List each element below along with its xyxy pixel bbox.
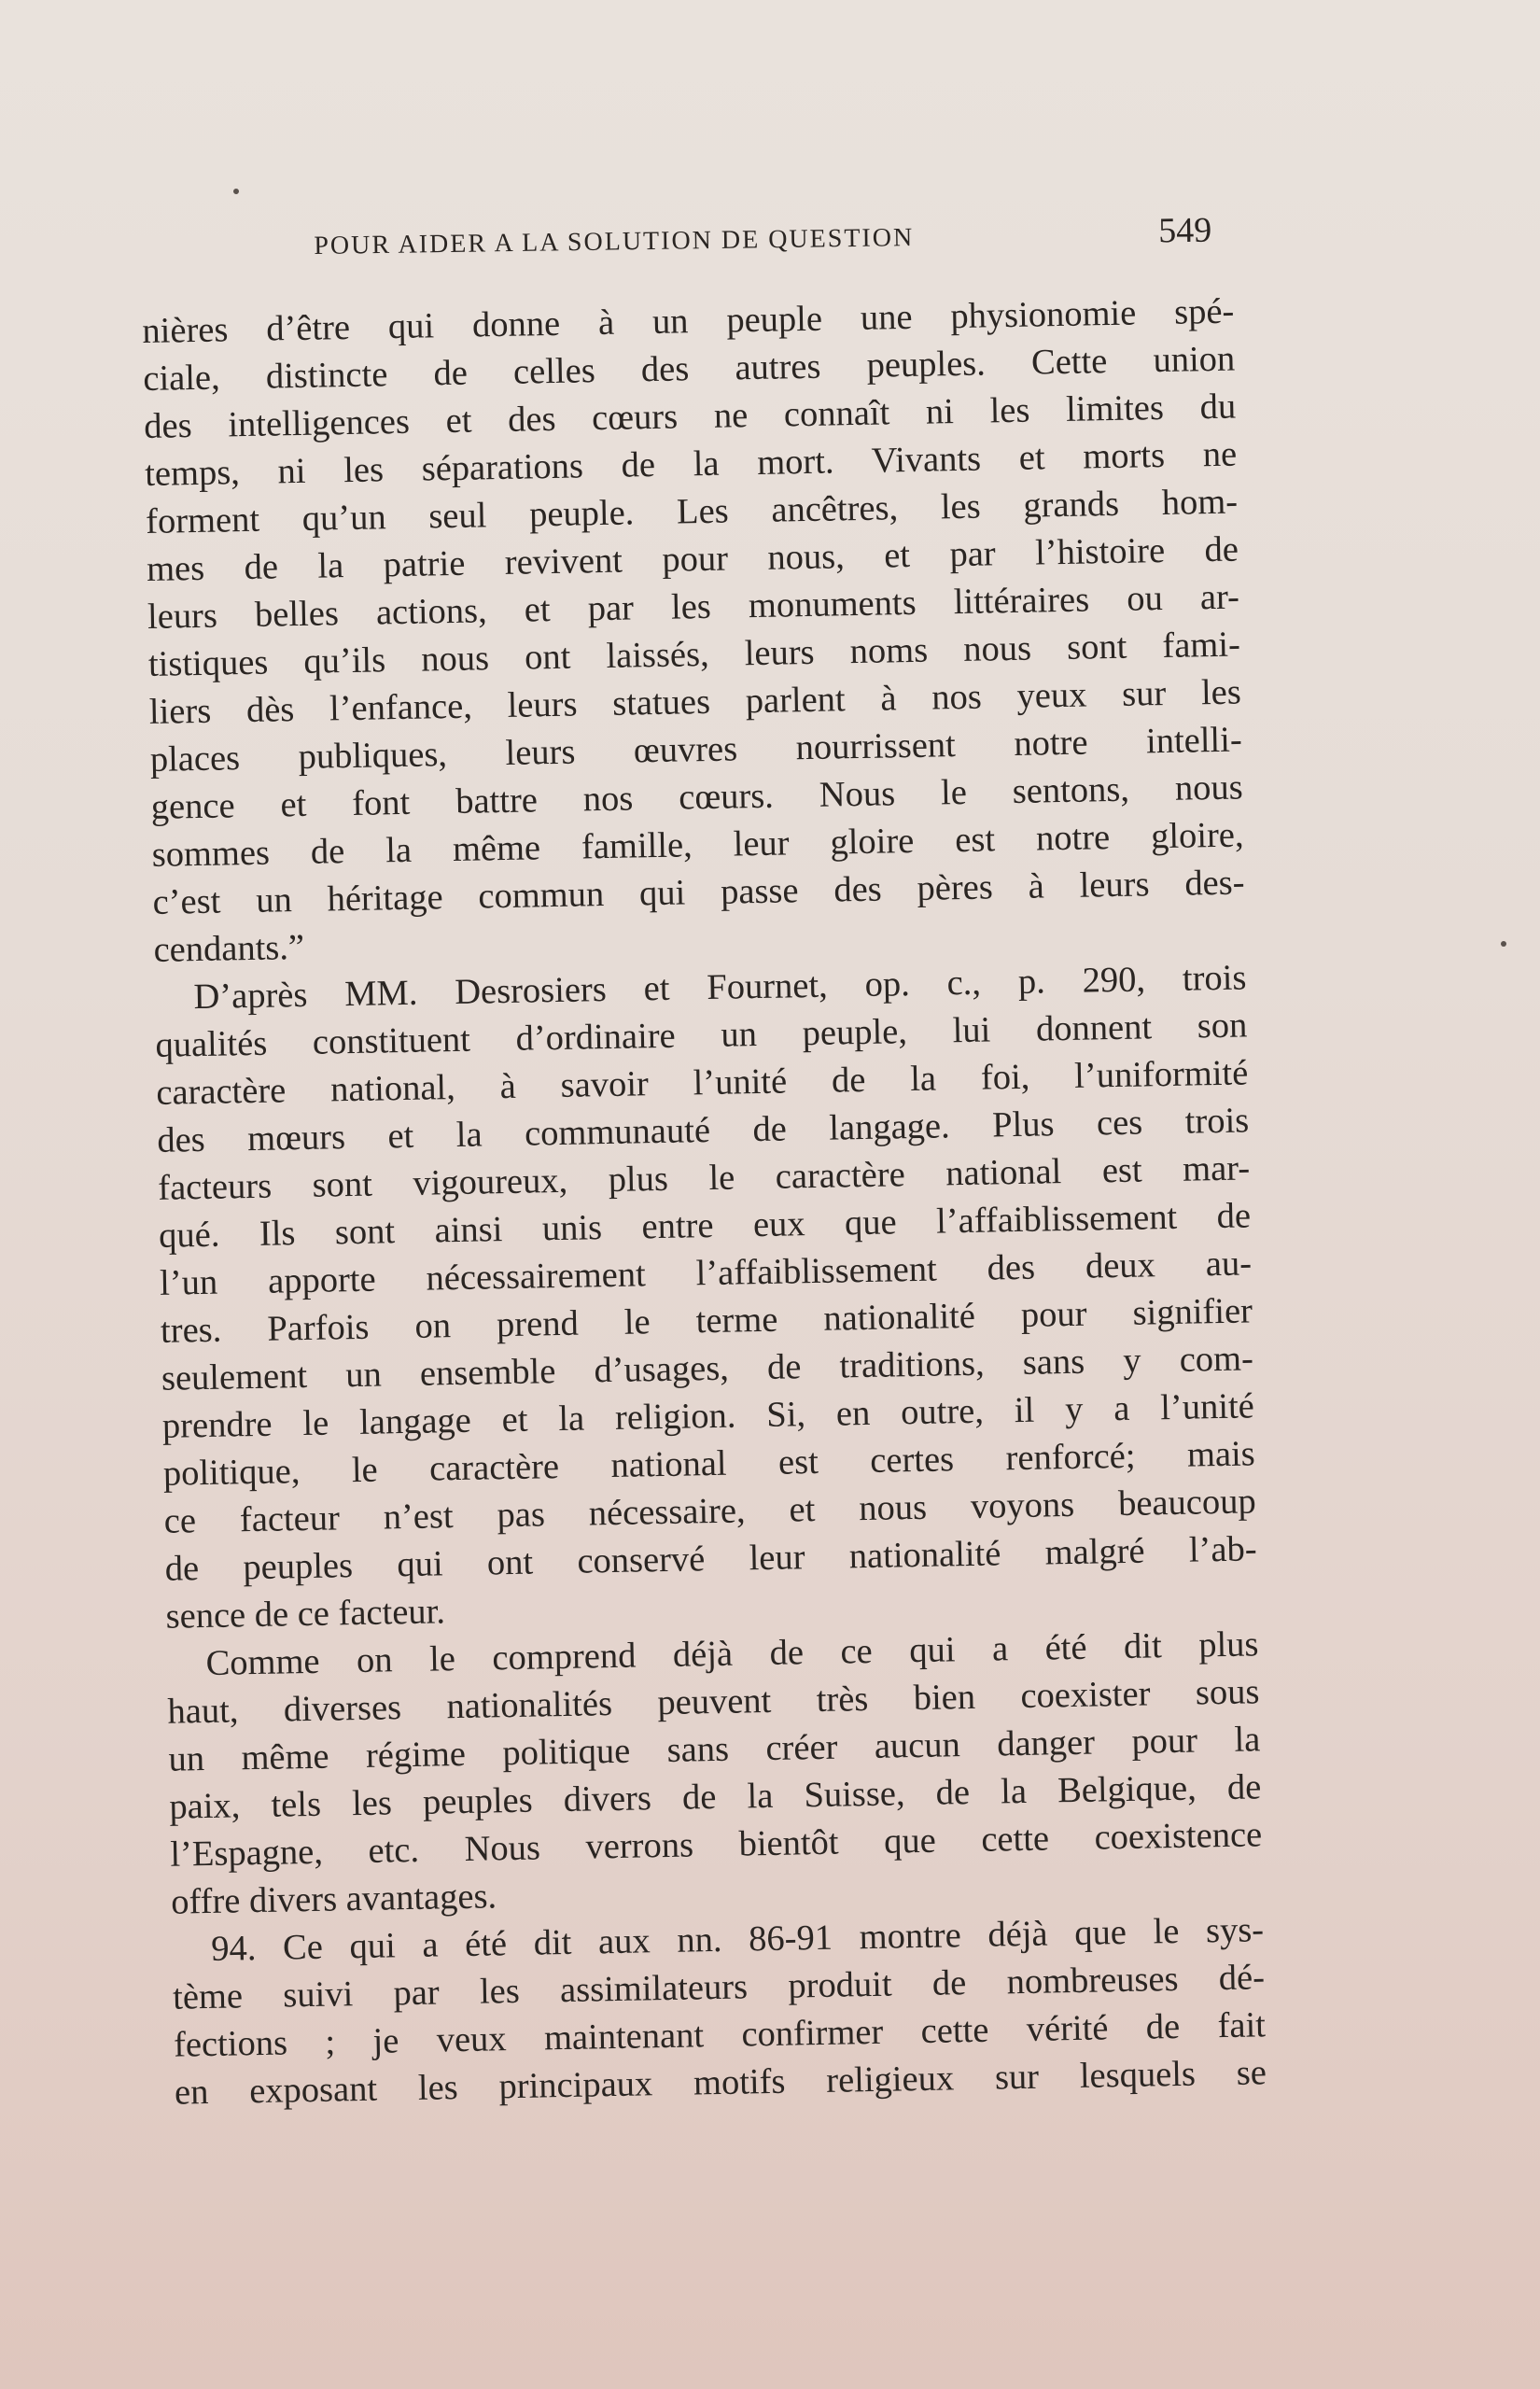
text-line: gence et font battre nos cœurs. Nous le sentons, nous [150, 767, 1243, 827]
text-line: des mœurs et la communauté de langage. Plus ces trois [156, 1101, 1250, 1160]
text-line: offre divers avantages. [170, 1876, 497, 1922]
paper-speck [233, 189, 239, 194]
text-line: prendre le langage et la religion. Si, en outre, il y a l’unité [161, 1386, 1255, 1446]
text-line: tème suivi par les assimilateurs produit de nombreuses dé- [172, 1958, 1266, 2017]
text-line: caractère national, à savoir l’unité de la foi, l’uniformité [156, 1053, 1249, 1113]
text-line: temps, ni les séparations de la mort. Vivants et morts ne [144, 434, 1238, 494]
text-line: tres. Parfois on prend le terme nationalité pour signifier [160, 1291, 1253, 1351]
text-line: haut, diverses nationalités peuvent très bien coexister sous [167, 1672, 1260, 1732]
paragraph-first-line: 94. Ce qui a été dit aux nn. 86-91 montre déjà que le sys- [210, 1910, 1265, 1969]
text-line: tistiques qu’ils nous ont laissés, leurs noms nous sont fami- [147, 625, 1241, 684]
text-line: cendants.” [153, 927, 305, 970]
text-line: nières d’être qui donne à un peuple une physionomie spé- [142, 291, 1235, 351]
text-line: fections ; je veux maintenant confirmer cette vérité de fait [173, 2005, 1267, 2065]
text-line: seulement un ensemble d’usages, de traditions, sans y com- [161, 1339, 1254, 1398]
text-line: sommes de la même famille, leur gloire est notre gloire, [151, 815, 1244, 875]
text-line: en exposant les principaux motifs religieux sur lesquels se [174, 2053, 1267, 2113]
text-line: de peuples qui ont conservé leur nationalité malgré l’ab- [164, 1529, 1257, 1589]
text-line: places publiques, leurs œuvres nourrissent notre intelli- [149, 720, 1243, 780]
text-line: un même régime politique sans créer aucun danger pour la [168, 1720, 1261, 1779]
text-line: qué. Ils sont ainsi unis entre eux que l’affaiblissement de [158, 1196, 1252, 1256]
text-line: mes de la patrie revivent pour nous, et par l’histoire de [146, 529, 1239, 589]
text-line: des intelligences et des cœurs ne connaît ni les limites du [143, 386, 1237, 446]
text-line: l’Espagne, etc. Nous verrons bientôt que cette coexistence [169, 1815, 1263, 1875]
text-line: sence de ce facteur. [165, 1592, 446, 1637]
text-line: leurs belles actions, et par les monuments littéraires ou ar- [147, 577, 1240, 637]
text-line: ciale, distincte de celles des autres peuples. Cette union [143, 339, 1236, 399]
text-line: qualités constituent d’ordinaire un peuple, lui donnent son [155, 1005, 1248, 1065]
text-line: politique, le caractère national est certes renforcé; mais [162, 1434, 1256, 1494]
text-line: facteurs sont vigoureux, plus le caractère national est mar- [157, 1148, 1251, 1208]
page-number: 549 [1157, 210, 1212, 251]
text-line: c’est un héritage commun qui passe des pères à leurs des- [152, 863, 1245, 922]
paper-speck [1501, 941, 1506, 947]
text-line: forment qu’un seul peuple. Les ancêtres, les grands hom- [145, 482, 1239, 541]
text-line: liers dès l’enfance, leurs statues parlent à nos yeux sur les [148, 672, 1242, 732]
running-head [314, 209, 1248, 269]
running-head-title: POUR AIDER A LA SOLUTION DE QUESTION [314, 223, 915, 260]
text-line: paix, tels les peuples divers de la Suisse, de la Belgique, de [169, 1767, 1262, 1827]
body-text [142, 288, 1267, 2117]
paragraph-first-line: D’après MM. Desrosiers et Fournet, op. c., p. 290, trois [193, 958, 1247, 1018]
text-line: ce facteur n’est pas nécessaire, et nous voyons beaucoup [163, 1482, 1257, 1541]
paragraph-first-line: Comme on le comprend déjà de ce qui a été dit plus [205, 1624, 1259, 1683]
text-line: l’un apporte nécessairement l’affaiblissement des deux au- [159, 1244, 1253, 1303]
